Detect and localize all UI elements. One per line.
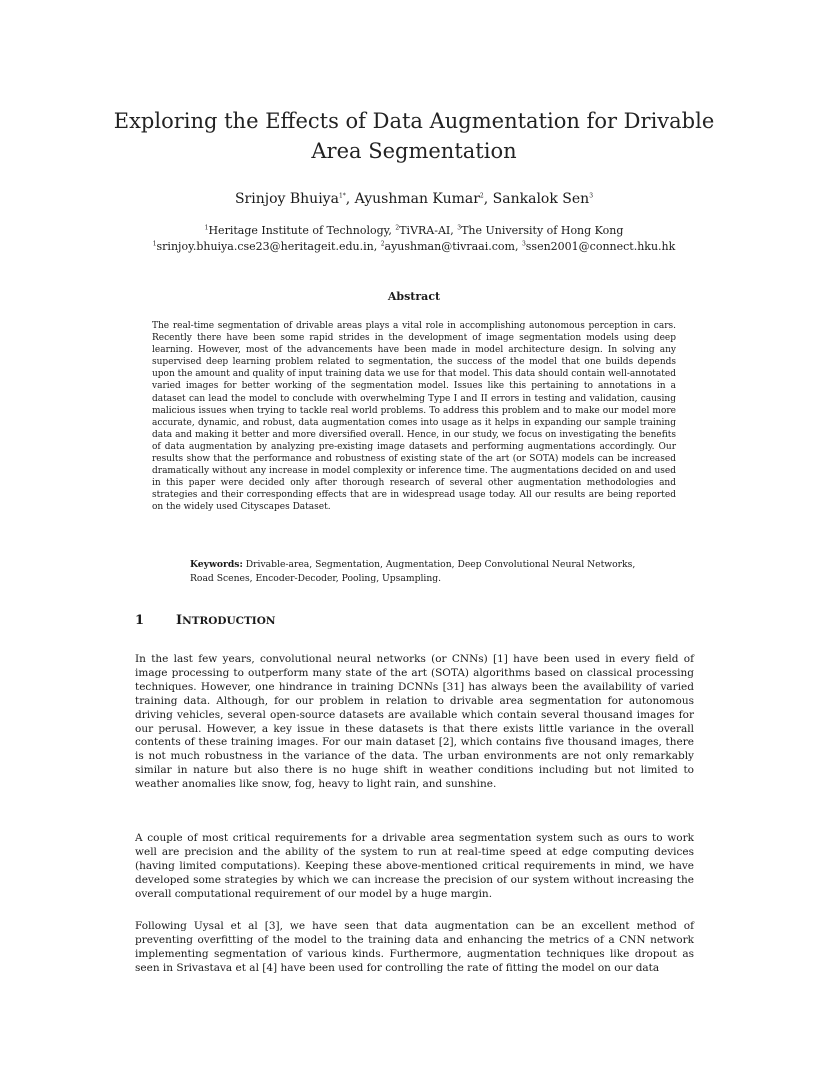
email-link[interactable]: ayushman@tivraai.com, [384, 240, 522, 253]
section-title-initial: I [176, 613, 183, 628]
author-marker: 2 [479, 192, 484, 200]
author-list: Srinjoy Bhuiya$^{1*}$, Ayushman Kumar$^2$, Sankalok Sen$^3$ [234, 191, 594, 207]
section-heading [135, 612, 275, 630]
body-paragraph: A couple of most critical requirements for a drivable area segmentation system such as ours to work well are precision and the ability of the system to run at real-time speed at edge computing devices (having limited computations). Keeping these above-mentioned critical requirements in mind, we have developed some strategies by which we can increase the precision of our system without increasing the overall computational requirement of our model by a huge margin. [135, 832, 694, 900]
email-line [0, 239, 828, 255]
affiliation-marker: 3 [457, 224, 462, 232]
body-paragraph: In the last few years, convolutional neural networks (or CNNs) [1] have been used in every field of image processing to outperform many state of the art (SOTA) algorithms based on classical processing techniques. However, one hindrance in training DCNNs [31] has always been the availability of varied training data. Although, for our problem in relation to drivable area segmentation for autonomous driving vehicles, several open-source datasets are available which contain several thousand images for our perusal. However, a key issue in these datasets is that there exists little variance in the overall contents of these training images. For our main dataset [2], which contains five thousand images, there is not much robustness in the variance of the data. The urban environments are not only remarkably similar in nature but also there is no huge shift in weather conditions including but not limited to weather anomalies like snow, fog, heavy to light rain, and sunshine. [135, 653, 694, 791]
abstract-text: The real-time segmentation of drivable areas plays a vital role in accomplishing autonomous perception in cars. Recently there have been some rapid strides in the development of image segmentation models using deep learning. However, most of the advancements have been made in model architecture design. In solving any supervised deep learning problem related to segmentation, the success of the model that one builds depends upon the amount and quality of input training data we use for that model. This data should contain well-annotated varied images for better working of the segmentation model. Issues like this pertaining to annotations in a dataset can lead the model to conclude with overwhelming Type I and II errors in testing and validation, causing malicious issues when trying to tackle real world problems. To address this problem and to make our model more accurate, dynamic, and robust, data augmentation comes into usage as it helps in expanding our sample training data and making it better and more diversified overall. Hence, in our study, we focus on investigating the benefits of data augmentation by analyzing pre-existing image datasets and performing augmentations accordingly. Our results show that the performance and robustness of existing state of the art (or SOTA) models can be increased dramatically without any increase in model complexity or inference time. The augmentations decided on and used in this paper were decided only after thorough research of several other augmentation methodologies and strategies and their corresponding effects that are in widespread usage today. All our results are being reported on the widely used Cityscapes Dataset. [152, 321, 676, 513]
affiliation-marker: 2 [395, 224, 400, 232]
email-marker: 2 [380, 240, 385, 248]
keywords-text: Drivable-area, Segmentation, Augmentation, Deep Convolutional Neural Networks, Road Scenes, Encoder-Decoder, Pooling, Upsampling. [190, 559, 636, 584]
abstract-heading: Abstract [387, 290, 441, 303]
section-title-rest: NTRODUCTION [182, 615, 276, 627]
affiliation: Heritage Institute of Technology, [208, 224, 396, 237]
affiliation-marker: 1 [204, 224, 209, 232]
section-number: 1 [135, 613, 145, 628]
affiliation: TiVRA-AI, [399, 224, 458, 237]
email-link[interactable]: ssen2001@connect.hku.hk [525, 240, 676, 253]
body-paragraph: Following Uysal et al [3], we have seen that data augmentation can be an excellent method of preventing overfitting of the model to the training data and enhancing the metrics of a CNN network implementing segmentation of various kinds. Furthermore, augmentation techniques like dropout as seen in Srivastava et al [4] have been used for controlling the rate of fitting the model on our data [135, 920, 694, 974]
affiliation-line [0, 223, 828, 239]
author-marker: 1* [338, 192, 346, 200]
keywords-label: Keywords: [190, 559, 243, 570]
email-marker: 1 [152, 240, 157, 248]
paper-title: Exploring the Effects of Data Augmentation for Drivable Area Segmentation [113, 109, 715, 163]
author-name: Srinjoy Bhuiya [234, 191, 339, 207]
author-name: Sankalok Sen [492, 191, 590, 207]
author-name: Ayushman Kumar [354, 191, 480, 207]
affiliation: The University of Hong Kong [461, 224, 624, 237]
author-marker: 3 [589, 192, 594, 200]
keywords [190, 558, 645, 585]
affiliations [0, 223, 828, 255]
email-link[interactable]: srinjoy.bhuiya.cse23@heritageit.edu.in, [156, 240, 381, 253]
email-marker: 3 [521, 240, 526, 248]
